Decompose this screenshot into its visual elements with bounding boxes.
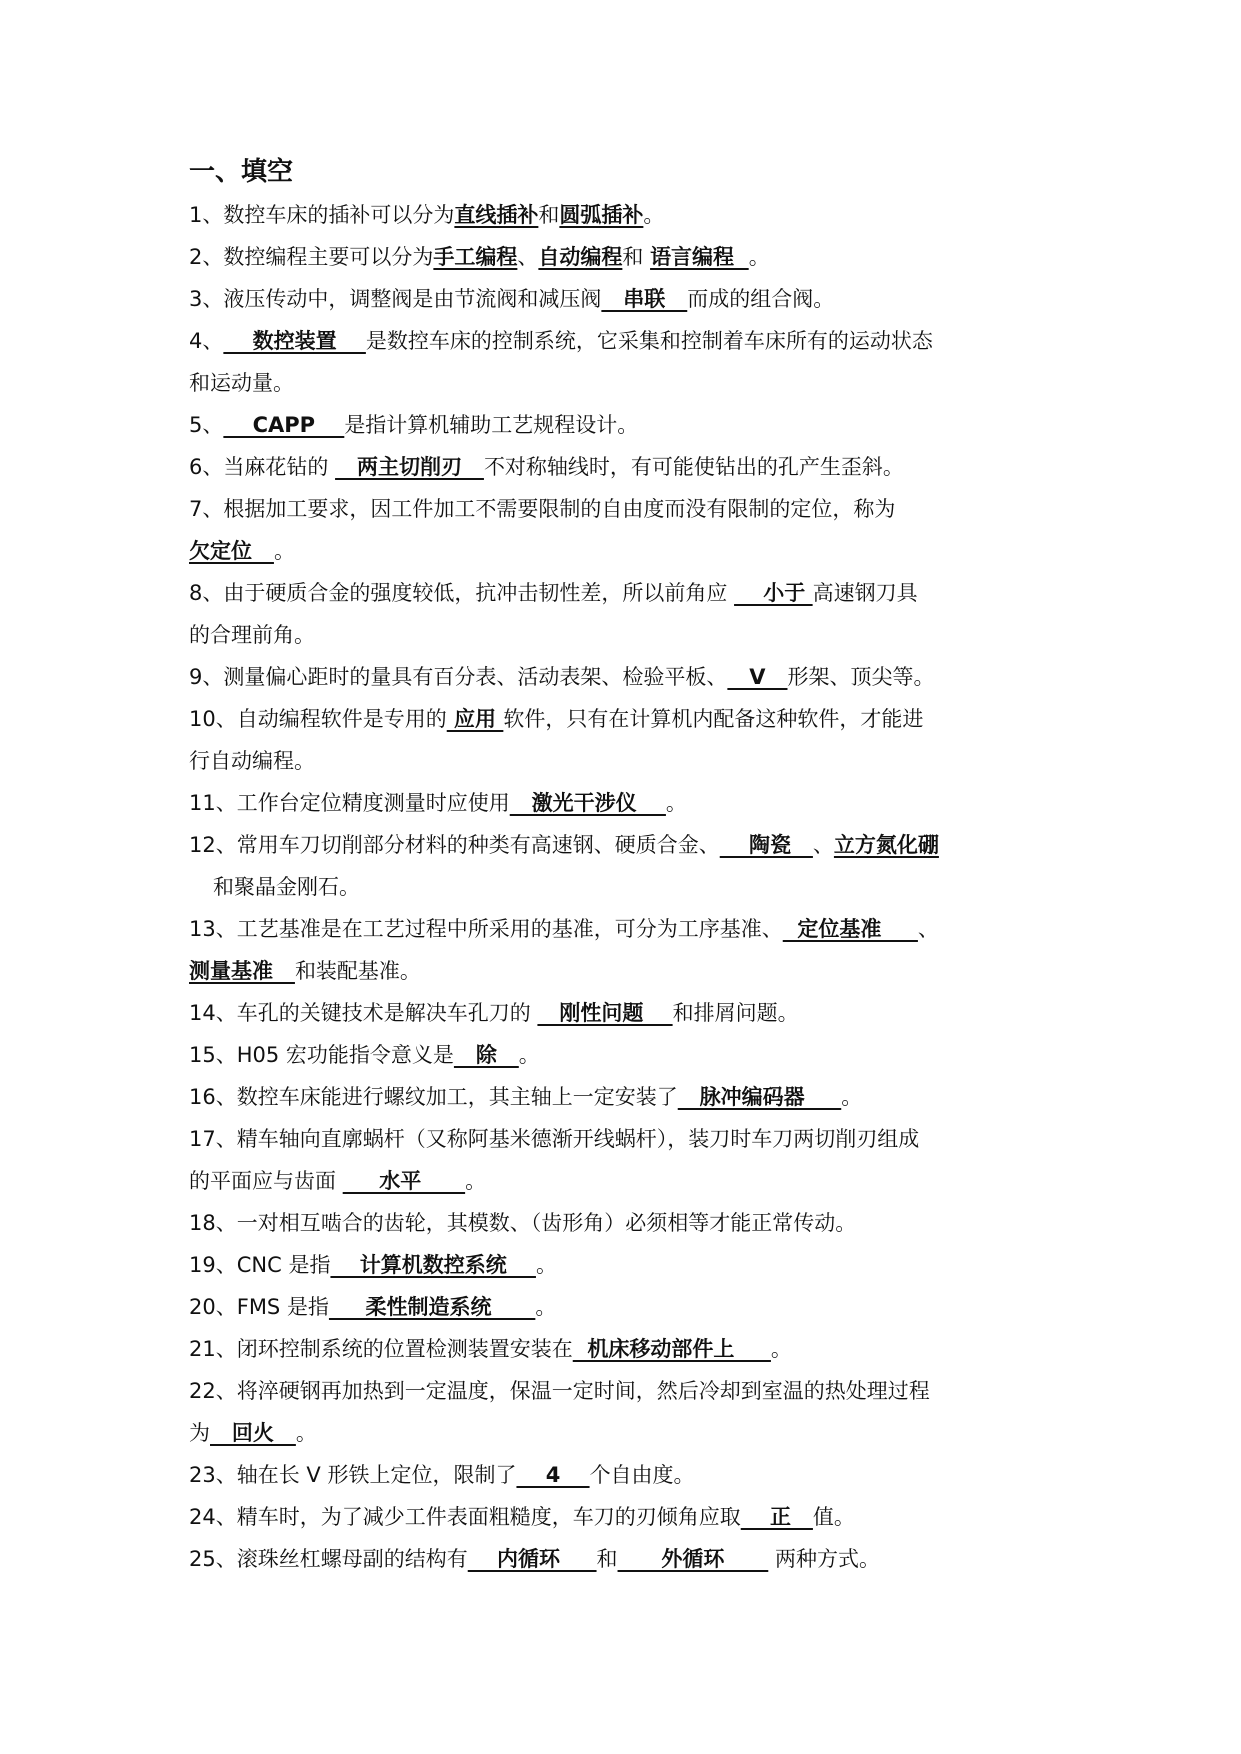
question-10: 10、自动编程软件是专用的 应用 软件，只有在计算机内配备这种软件，才能进 行自动编程。 <box>189 707 924 773</box>
answer-blank: 定位基准 <box>782 917 918 941</box>
answer-blank: 除 <box>453 1043 519 1067</box>
answer-blank: 手工编程 <box>433 245 518 269</box>
answer-blank: 语言编程 <box>650 245 749 269</box>
question-3: 3、液压传动中，调整阀是由节流阀和减压阀 串联 而成的组合阀。 <box>189 287 835 311</box>
answer-blank: 脉冲编码器 <box>677 1085 842 1109</box>
answer-blank: 刚性问题 <box>537 1001 673 1025</box>
answer-blank: 陶瓷 <box>719 833 813 857</box>
answer-blank: 欠定位 <box>189 539 274 563</box>
question-24: 24、精车时，为了减少工件表面粗糙度，车刀的刃倾角应取 正 值。 <box>189 1505 855 1529</box>
question-12: 12、常用车刀切削部分材料的种类有高速钢、硬质合金、 陶瓷 、立方氮化硼 和聚晶金刚石。 <box>189 833 939 899</box>
answer-blank: 两主切削刃 <box>335 455 484 479</box>
question-8: 8、由于硬质合金的强度较低，抗冲击韧性差，所以前角应 小于 高速钢刀具 的合理前角。 <box>189 581 918 647</box>
question-14: 14、车孔的关键技术是解决车孔刀的 刚性问题 和排屑问题。 <box>189 1001 799 1025</box>
answer-blank: 外循环 <box>617 1547 769 1571</box>
question-5: 5、 CAPP 是指计算机辅助工艺规程设计。 <box>189 413 639 437</box>
document-page <box>189 150 1069 1580</box>
question-15: 15、H05 宏功能指令意义是 除 。 <box>189 1043 540 1067</box>
answer-blank: 立方氮化硼 <box>833 833 939 857</box>
question-7: 7、根据加工要求，因工件加工不需要限制的自由度而没有限制的定位，称为 欠定位 。 <box>189 497 896 563</box>
question-19: 19、CNC 是指 计算机数控系统 。 <box>189 1253 557 1277</box>
question-22: 22、将淬硬钢再加热到一定温度，保温一定时间，然后冷却到室温的热处理过程 为 回火 。 <box>189 1379 930 1445</box>
answer-blank: 应用 <box>446 707 504 731</box>
question-21: 21、闭环控制系统的位置检测装置安装在 机床移动部件上 。 <box>189 1337 792 1361</box>
answer-blank: 小于 <box>734 581 813 605</box>
answer-blank: 直线插补 <box>454 203 539 227</box>
question-20: 20、FMS 是指 柔性制造系统 。 <box>189 1295 557 1319</box>
question-6: 6、当麻花钻的 两主切削刃 不对称轴线时，有可能使钻出的孔产生歪斜。 <box>189 455 904 479</box>
question-13: 13、工艺基准是在工艺过程中所采用的基准，可分为工序基准、 定位基准 、 测量基准 和装配基准。 <box>189 917 939 983</box>
answer-blank: CAPP <box>223 413 345 437</box>
answer-blank: 柔性制造系统 <box>328 1295 536 1319</box>
answer-blank: 计算机数控系统 <box>330 1253 536 1277</box>
question-9: 9、测量偏心距时的量具有百分表、活动表架、检验平板、 V 形架、顶尖等。 <box>189 665 935 689</box>
answer-blank: V <box>727 665 788 689</box>
question-4: 4、 数控装置 是数控车床的控制系统，它采集和控制着车床所有的运动状态 和运动量。 <box>189 329 933 395</box>
question-2: 2、数控编程主要可以分为手工编程、自动编程和 语言编程 。 <box>189 245 770 269</box>
answer-blank: 测量基准 <box>189 959 295 983</box>
answer-blank: 圆弧插补 <box>559 203 644 227</box>
question-23: 23、轴在长 V 形铁上定位，限制了 4 个自由度。 <box>189 1463 695 1487</box>
question-16: 16、数控车床能进行螺纹加工，其主轴上一定安装了 脉冲编码器 。 <box>189 1085 863 1109</box>
answer-blank: 正 <box>740 1505 813 1529</box>
question-25: 25、滚珠丝杠螺母副的结构有 内循环 和 外循环 两种方式。 <box>189 1547 880 1571</box>
question-1: 1、数控车床的插补可以分为直线插补和圆弧插补。 <box>189 203 665 227</box>
answer-blank: 串联 <box>601 287 688 311</box>
answer-blank: 数控装置 <box>223 329 366 353</box>
section-heading: 一、填空 <box>189 157 294 187</box>
answer-blank: 激光干涉仪 <box>509 791 666 815</box>
answer-blank: 4 <box>516 1463 590 1487</box>
answer-blank: 回火 <box>210 1421 296 1445</box>
answer-blank: 自动编程 <box>538 245 623 269</box>
question-18: 18、一对相互啮合的齿轮，其模数、（齿形角）必须相等才能正常传动。 <box>189 1211 857 1235</box>
answer-blank: 内循环 <box>467 1547 597 1571</box>
question-11: 11、工作台定位精度测量时应使用 激光干涉仪 。 <box>189 791 687 815</box>
question-17: 17、精车轴向直廓蜗杆（又称阿基米德渐开线蜗杆），装刀时车刀两切削刃组成 的平面应与齿面 水平 。 <box>189 1127 920 1193</box>
answer-blank: 水平 <box>342 1169 466 1193</box>
answer-blank: 机床移动部件上 <box>572 1337 771 1361</box>
